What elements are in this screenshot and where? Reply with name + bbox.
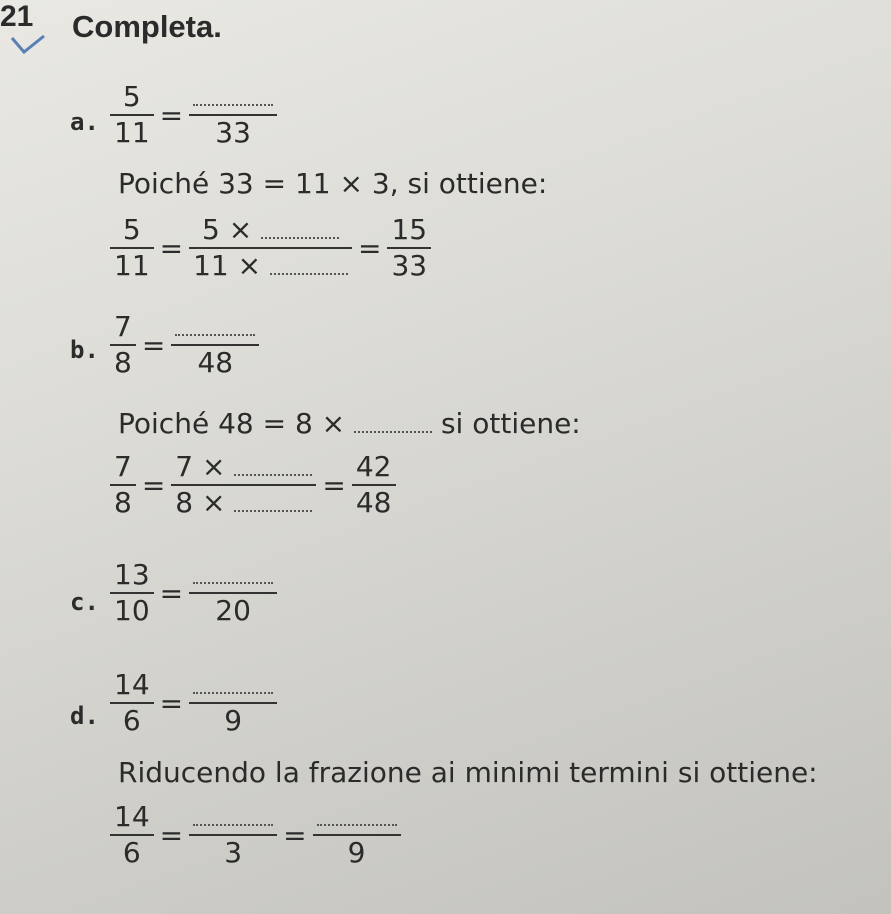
numerator-multiplier[interactable] [198,213,343,247]
denominator: 6 [122,836,141,869]
fraction [387,213,431,283]
denominator: 8 [114,346,132,379]
fraction [313,800,401,870]
equals-sign: = [322,468,346,502]
fraction [189,668,277,738]
item-a-equation [110,80,277,150]
fraction [110,558,154,628]
denominator-multiplier[interactable] [171,486,316,520]
denominator: 11 [114,249,150,282]
denominator: 33 [391,249,428,282]
numerator-blank[interactable] [189,558,277,592]
equals-sign: = [159,686,184,720]
note-text: si ottiene: [440,407,581,440]
numerator-blank[interactable] [189,80,277,114]
denominator: 48 [197,346,234,379]
equals-sign: = [141,328,166,362]
numerator: 7 [114,310,132,343]
item-a-label: a. [70,108,99,136]
numerator: 7 [114,450,132,483]
numerator-blank[interactable] [171,310,259,344]
numerator-blank[interactable] [189,668,277,702]
fraction [189,558,277,628]
denominator: 48 [355,486,392,519]
numerator: 5 [122,80,141,113]
numerator-blank[interactable] [313,800,401,834]
multiplier-text: 5 × [202,213,253,246]
fraction [171,450,316,520]
note-text: Poiché [118,167,210,200]
numerator: 42 [355,450,392,483]
exercise-number: 21 [0,0,34,33]
item-d-label: d. [70,702,99,730]
fraction [189,800,277,870]
denominator: 9 [347,836,366,869]
fraction [171,310,259,380]
note-math: 48 = 8 × [218,407,346,440]
answer-blank[interactable] [354,411,432,433]
equals-sign: = [283,818,307,852]
note-text: , si ottiene: [389,167,548,200]
denominator: 3 [224,836,243,869]
fraction [110,450,136,520]
item-d-equation [110,668,277,738]
denominator-multiplier[interactable] [189,249,352,283]
item-b-equation [110,310,259,380]
numerator: 5 [122,213,141,246]
denominator: 20 [215,594,251,627]
item-d-note: Riducendo la frazione ai minimi termini si ottiene: [118,756,818,789]
item-c-equation [110,558,277,628]
note-text: Poiché [118,407,210,440]
multiplier-text: 7 × [175,450,226,483]
denominator: 9 [224,704,243,737]
equals-sign: = [159,576,184,610]
equals-sign: = [159,818,184,852]
fraction [110,80,154,150]
fraction [110,800,154,870]
numerator: 14 [114,668,150,701]
exercise-title: Completa. [72,9,222,44]
equals-sign: = [159,231,184,265]
denominator: 6 [122,704,141,737]
numerator: 15 [391,213,428,246]
equals-sign: = [358,231,382,265]
fraction [189,80,277,150]
equals-sign: = [159,98,184,132]
multiplier-text: 8 × [175,486,226,519]
denominator: 10 [114,594,150,627]
fraction [110,310,136,380]
fraction [110,213,154,283]
multiplier-text: 11 × [193,249,262,282]
equals-sign: = [141,468,166,502]
item-a-solution [110,213,431,283]
item-d-solution [110,800,401,870]
denominator: 33 [215,116,251,149]
fraction [110,668,154,738]
numerator: 14 [114,800,150,833]
item-c-label: c. [70,588,99,616]
note-math: 33 = 11 × 3 [218,167,390,200]
fraction [352,450,396,520]
item-b-note [118,407,581,440]
item-a-note [118,167,547,200]
numerator-blank[interactable] [189,800,277,834]
numerator: 13 [114,558,150,591]
denominator: 8 [114,486,132,519]
denominator: 11 [114,116,150,149]
item-b-solution [110,450,396,520]
item-b-label: b. [70,336,99,364]
checkmark-icon [10,34,46,56]
numerator-multiplier[interactable] [171,450,316,484]
fraction [189,213,352,283]
